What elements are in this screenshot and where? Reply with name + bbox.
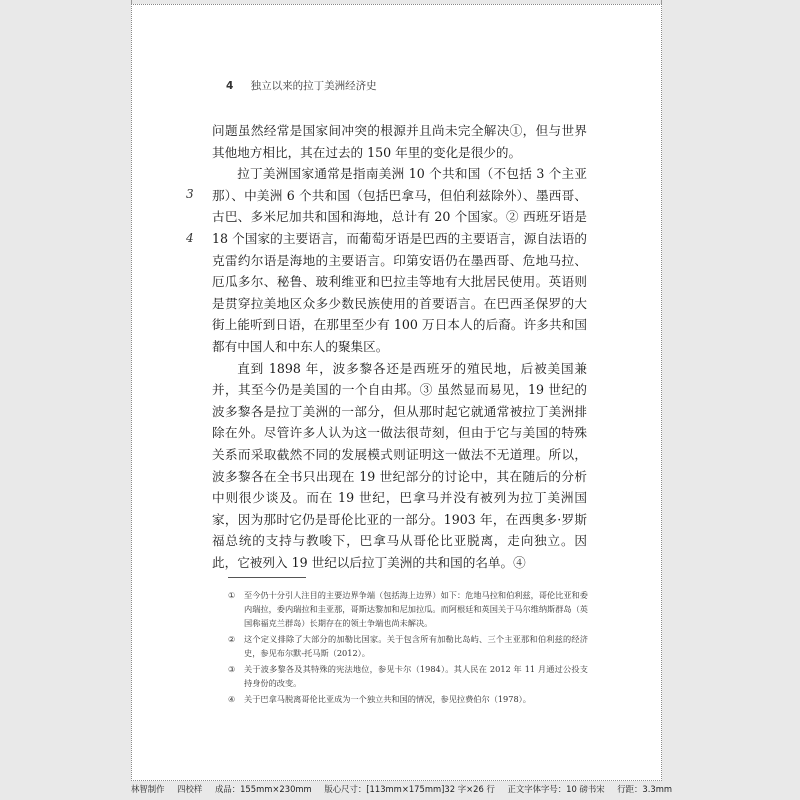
paragraph: 问题虽然经常是国家间冲突的根源并且尚未完全解决①，但与世界其他地方相比，其在过去的 150 年里的变化是很少的。 (212, 123, 587, 160)
running-title: 独立以来的拉丁美洲经济史 (250, 80, 377, 92)
page-number: 4 (226, 80, 234, 92)
footnote (228, 632, 588, 660)
margin-note-3: 3 (186, 187, 194, 201)
crop-mark (661, 0, 662, 4)
crop-mark (131, 0, 132, 4)
footnote-mark: ② (228, 634, 236, 644)
trim-size: 成品：155mm×230mm (214, 784, 312, 794)
paragraph: 拉丁美洲国家通常是指南美洲 10 个共和国（不包括 3 个主亚那）、中美洲 6 个共和国（包括巴拿马，但伯利兹除外）、墨西哥、古巴、多米尼加共和国和海地，总计有 20 个国家。② 西班牙语是 18 个国家的主要语言，而葡萄牙语是巴西的主要语言，源自法语的克雷约尔语是海地的主要语言。印第安语仍在墨西哥、危地马拉、厄瓜多尔、秘鲁、玻利维亚和巴拉圭等地有大批居民使用。英语则是贯穿拉美地区众多少数民族使用的首要语言。在巴西圣保罗的大街上能听到日语，在那里至少有 100 万日本人的后裔。许多共和国都有中国人和中东人的聚集区。 (212, 166, 587, 354)
margin-note-4: 4 (186, 231, 194, 245)
footnote (228, 692, 588, 706)
footnote-text: 这个定义排除了大部分的加勒比国家。关于包含所有加勒比岛屿、三个主亚那和伯利兹的经济史，参见布尔默-托马斯（2012）。 (244, 634, 588, 658)
footnote (228, 588, 588, 630)
footnote-mark: ① (228, 590, 236, 600)
proof-stage: 四校样 (177, 784, 203, 794)
footnote-rule (228, 577, 306, 578)
proof-info-bar (131, 783, 791, 795)
footnote-text: 至今仍十分引人注目的主要边界争端（包括海上边界）如下：危地马拉和伯利兹，哥伦比亚和委内瑞拉，委内瑞拉和圭亚那，哥斯达黎加和尼加拉瓜。而阿根廷和英国关于马尔维纳斯群岛（英国称福克兰群岛）长期存在的领土争端也尚未解决。 (244, 590, 588, 628)
body-font: 正文字体字号：10 磅书宋 (507, 784, 605, 794)
footnotes (228, 588, 588, 708)
producer-label: 林智制作 (131, 784, 165, 794)
paragraph: 直到 1898 年，波多黎各还是西班牙的殖民地，后被美国兼并，其至今仍是美国的一个自由邦。③ 虽然显而易见，19 世纪的波多黎各是拉丁美洲的一部分，但从那时起它就通常被拉丁美洲排除在外。尽管许多人认为这一做法很苛刻，但由于它与美国的特殊关系而采取截然不同的发展模式则证明这一做法不无道理。所以，波多黎各在全书只出现在 19 世纪部分的讨论中，其在随后的分析中则很少谈及。而在 19 世纪，巴拿马并没有被列为拉丁美洲国家，因为那时它仍是哥伦比亚的一部分。1903 年，在西奥多·罗斯福总统的支持与教唆下，巴拿马从哥伦比亚脱离，走向独立。因此，它被列入 19 世纪以后拉丁美洲的共和国的名单。④ (212, 360, 587, 570)
type-area: 版心尺寸：[113mm×175mm]32 字×26 行 (324, 784, 495, 794)
running-header (226, 78, 377, 93)
footnote-text: 关于巴拿马脱离哥伦比亚成为一个独立共和国的情况，参见拉费伯尔（1978）。 (244, 694, 531, 704)
footnote-mark: ④ (228, 694, 236, 704)
footnote (228, 662, 588, 690)
footnote-mark: ③ (228, 664, 236, 674)
footnote-text: 关于波多黎各及其特殊的宪法地位，参见卡尔（1984）。其人民在 2012 年 11 月通过公投支持身份的改变。 (244, 664, 588, 688)
line-spacing: 行距：3.3mm (617, 784, 673, 794)
body-text (212, 120, 587, 573)
